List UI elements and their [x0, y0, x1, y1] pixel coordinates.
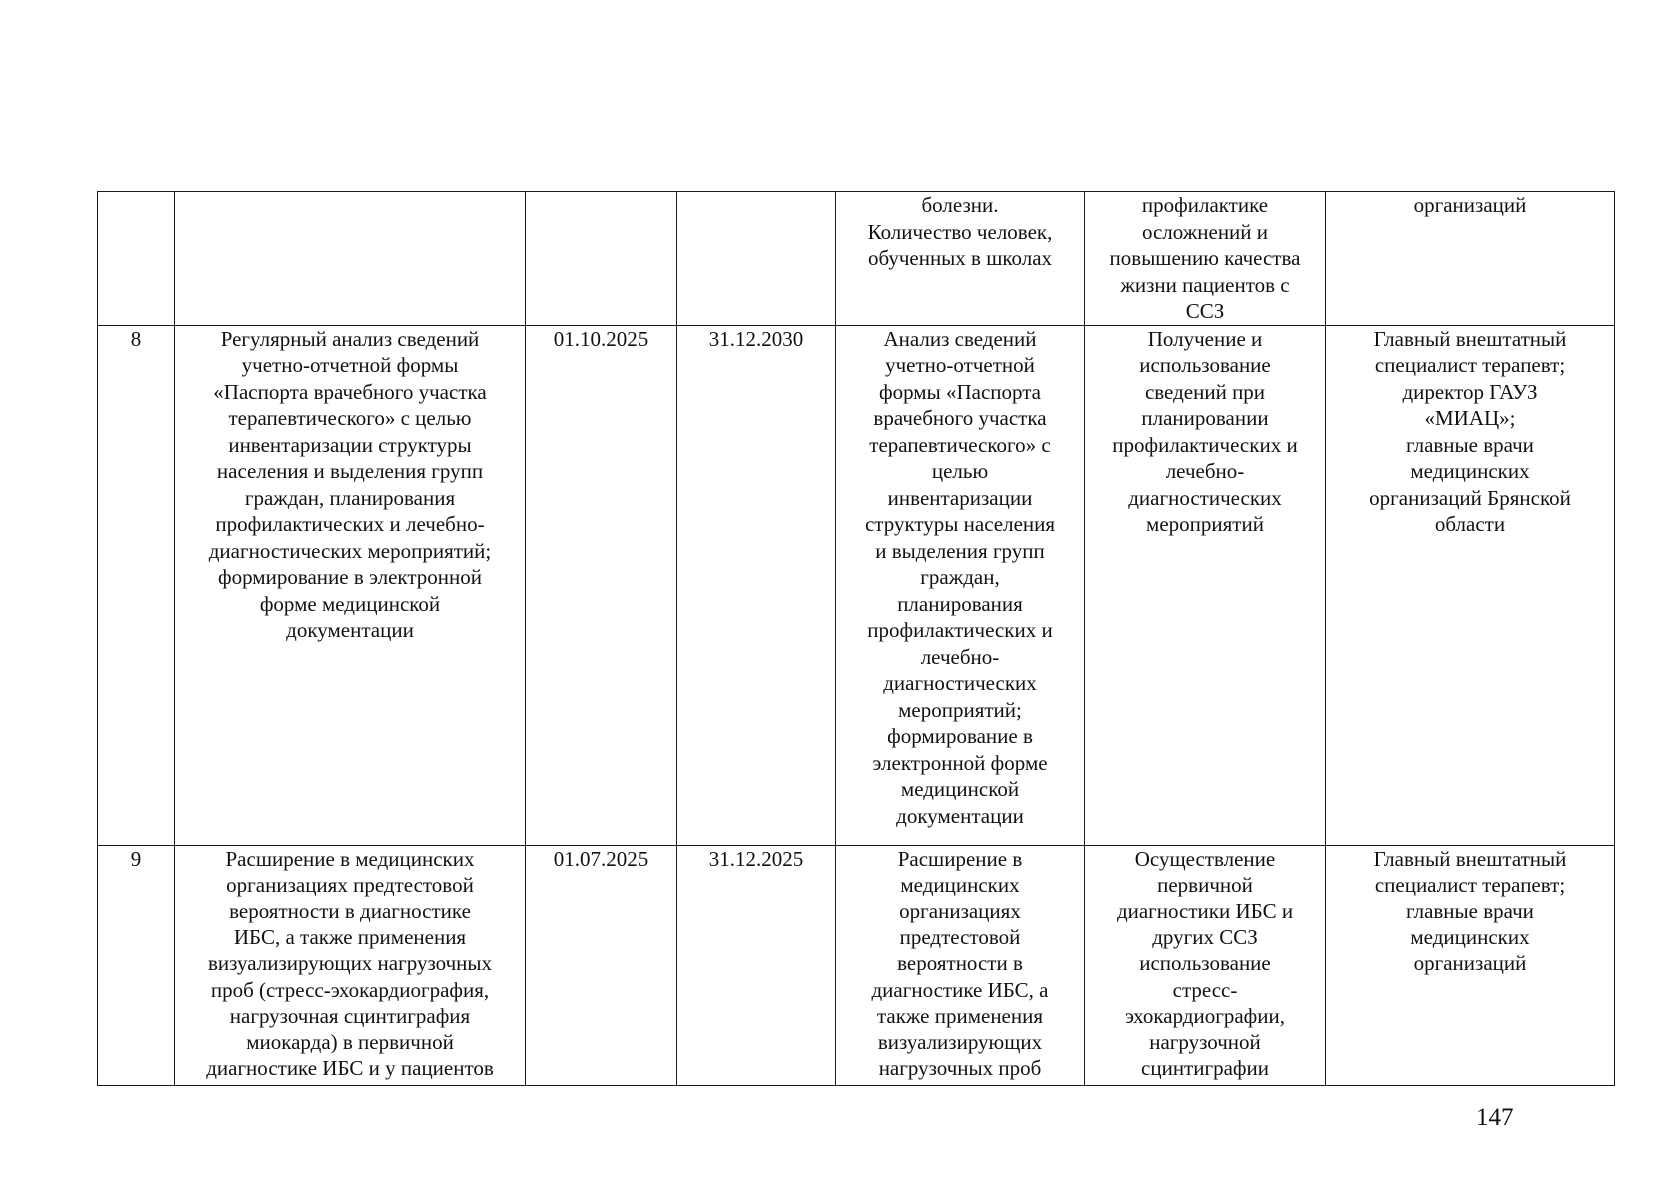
- start-date-cell: 01.10.2025: [526, 325, 677, 845]
- activity-cell: Расширение в медицинских организациях предтестовой вероятности в диагностике ИБС, а также применения визуализирующих нагрузочных проб (стресс-эхокардиография, нагрузочная сцинтиграфия миокарда) в первичной диагностике ИБС и у пациентов: [175, 845, 526, 1085]
- activity-cell: [175, 192, 526, 326]
- indicator-cell: Анализ сведений учетно-отчетной формы «Паспорта врачебного участка терапевтического» с целью инвентаризации структуры населения и выделения групп граждан, планирования профилактических и лечебно- диагностических мероприятий; формирование в электронной форме медицинской документации: [836, 325, 1085, 845]
- result-cell: Получение и использование сведений при планировании профилактических и лечебно- диагностических мероприятий: [1085, 325, 1326, 845]
- indicator-cell: Расширение в медицинских организациях предтестовой вероятности в диагностике ИБС, а также применения визуализирующих нагрузочных проб: [836, 845, 1085, 1085]
- page-number: 147: [1476, 1104, 1514, 1131]
- start-date-cell: 01.07.2025: [526, 845, 677, 1085]
- end-date-cell: 31.12.2025: [677, 845, 836, 1085]
- row-number-cell: [98, 192, 175, 326]
- end-date-cell: 31.12.2030: [677, 325, 836, 845]
- start-date-cell: [526, 192, 677, 326]
- responsible-cell: Главный внештатный специалист терапевт; главные врачи медицинских организаций: [1326, 845, 1615, 1085]
- table-row-8: [98, 325, 1615, 845]
- table-row-continuation: [98, 192, 1615, 326]
- activity-cell: Регулярный анализ сведений учетно-отчетной формы «Паспорта врачебного участка терапевтического» с целью инвентаризации структуры населения и выделения групп граждан, планирования профилактических и лечебно- диагностических мероприятий; формирование в электронной форме медицинской документации: [175, 325, 526, 845]
- responsible-cell: организаций: [1326, 192, 1615, 326]
- result-cell: Осуществление первичной диагностики ИБС и других ССЗ использование стресс- эхокардиографии, нагрузочной сцинтиграфии: [1085, 845, 1326, 1085]
- table-row-9: [98, 845, 1615, 1085]
- end-date-cell: [677, 192, 836, 326]
- result-cell: профилактике осложнений и повышению качества жизни пациентов с ССЗ: [1085, 192, 1326, 326]
- row-number-cell: 9: [98, 845, 175, 1085]
- responsible-cell: Главный внештатный специалист терапевт; директор ГАУЗ «МИАЦ»; главные врачи медицинских организаций Брянской области: [1326, 325, 1615, 845]
- activity-plan-table: [97, 191, 1615, 1086]
- row-number-cell: 8: [98, 325, 175, 845]
- indicator-cell: болезни. Количество человек, обученных в школах: [836, 192, 1085, 326]
